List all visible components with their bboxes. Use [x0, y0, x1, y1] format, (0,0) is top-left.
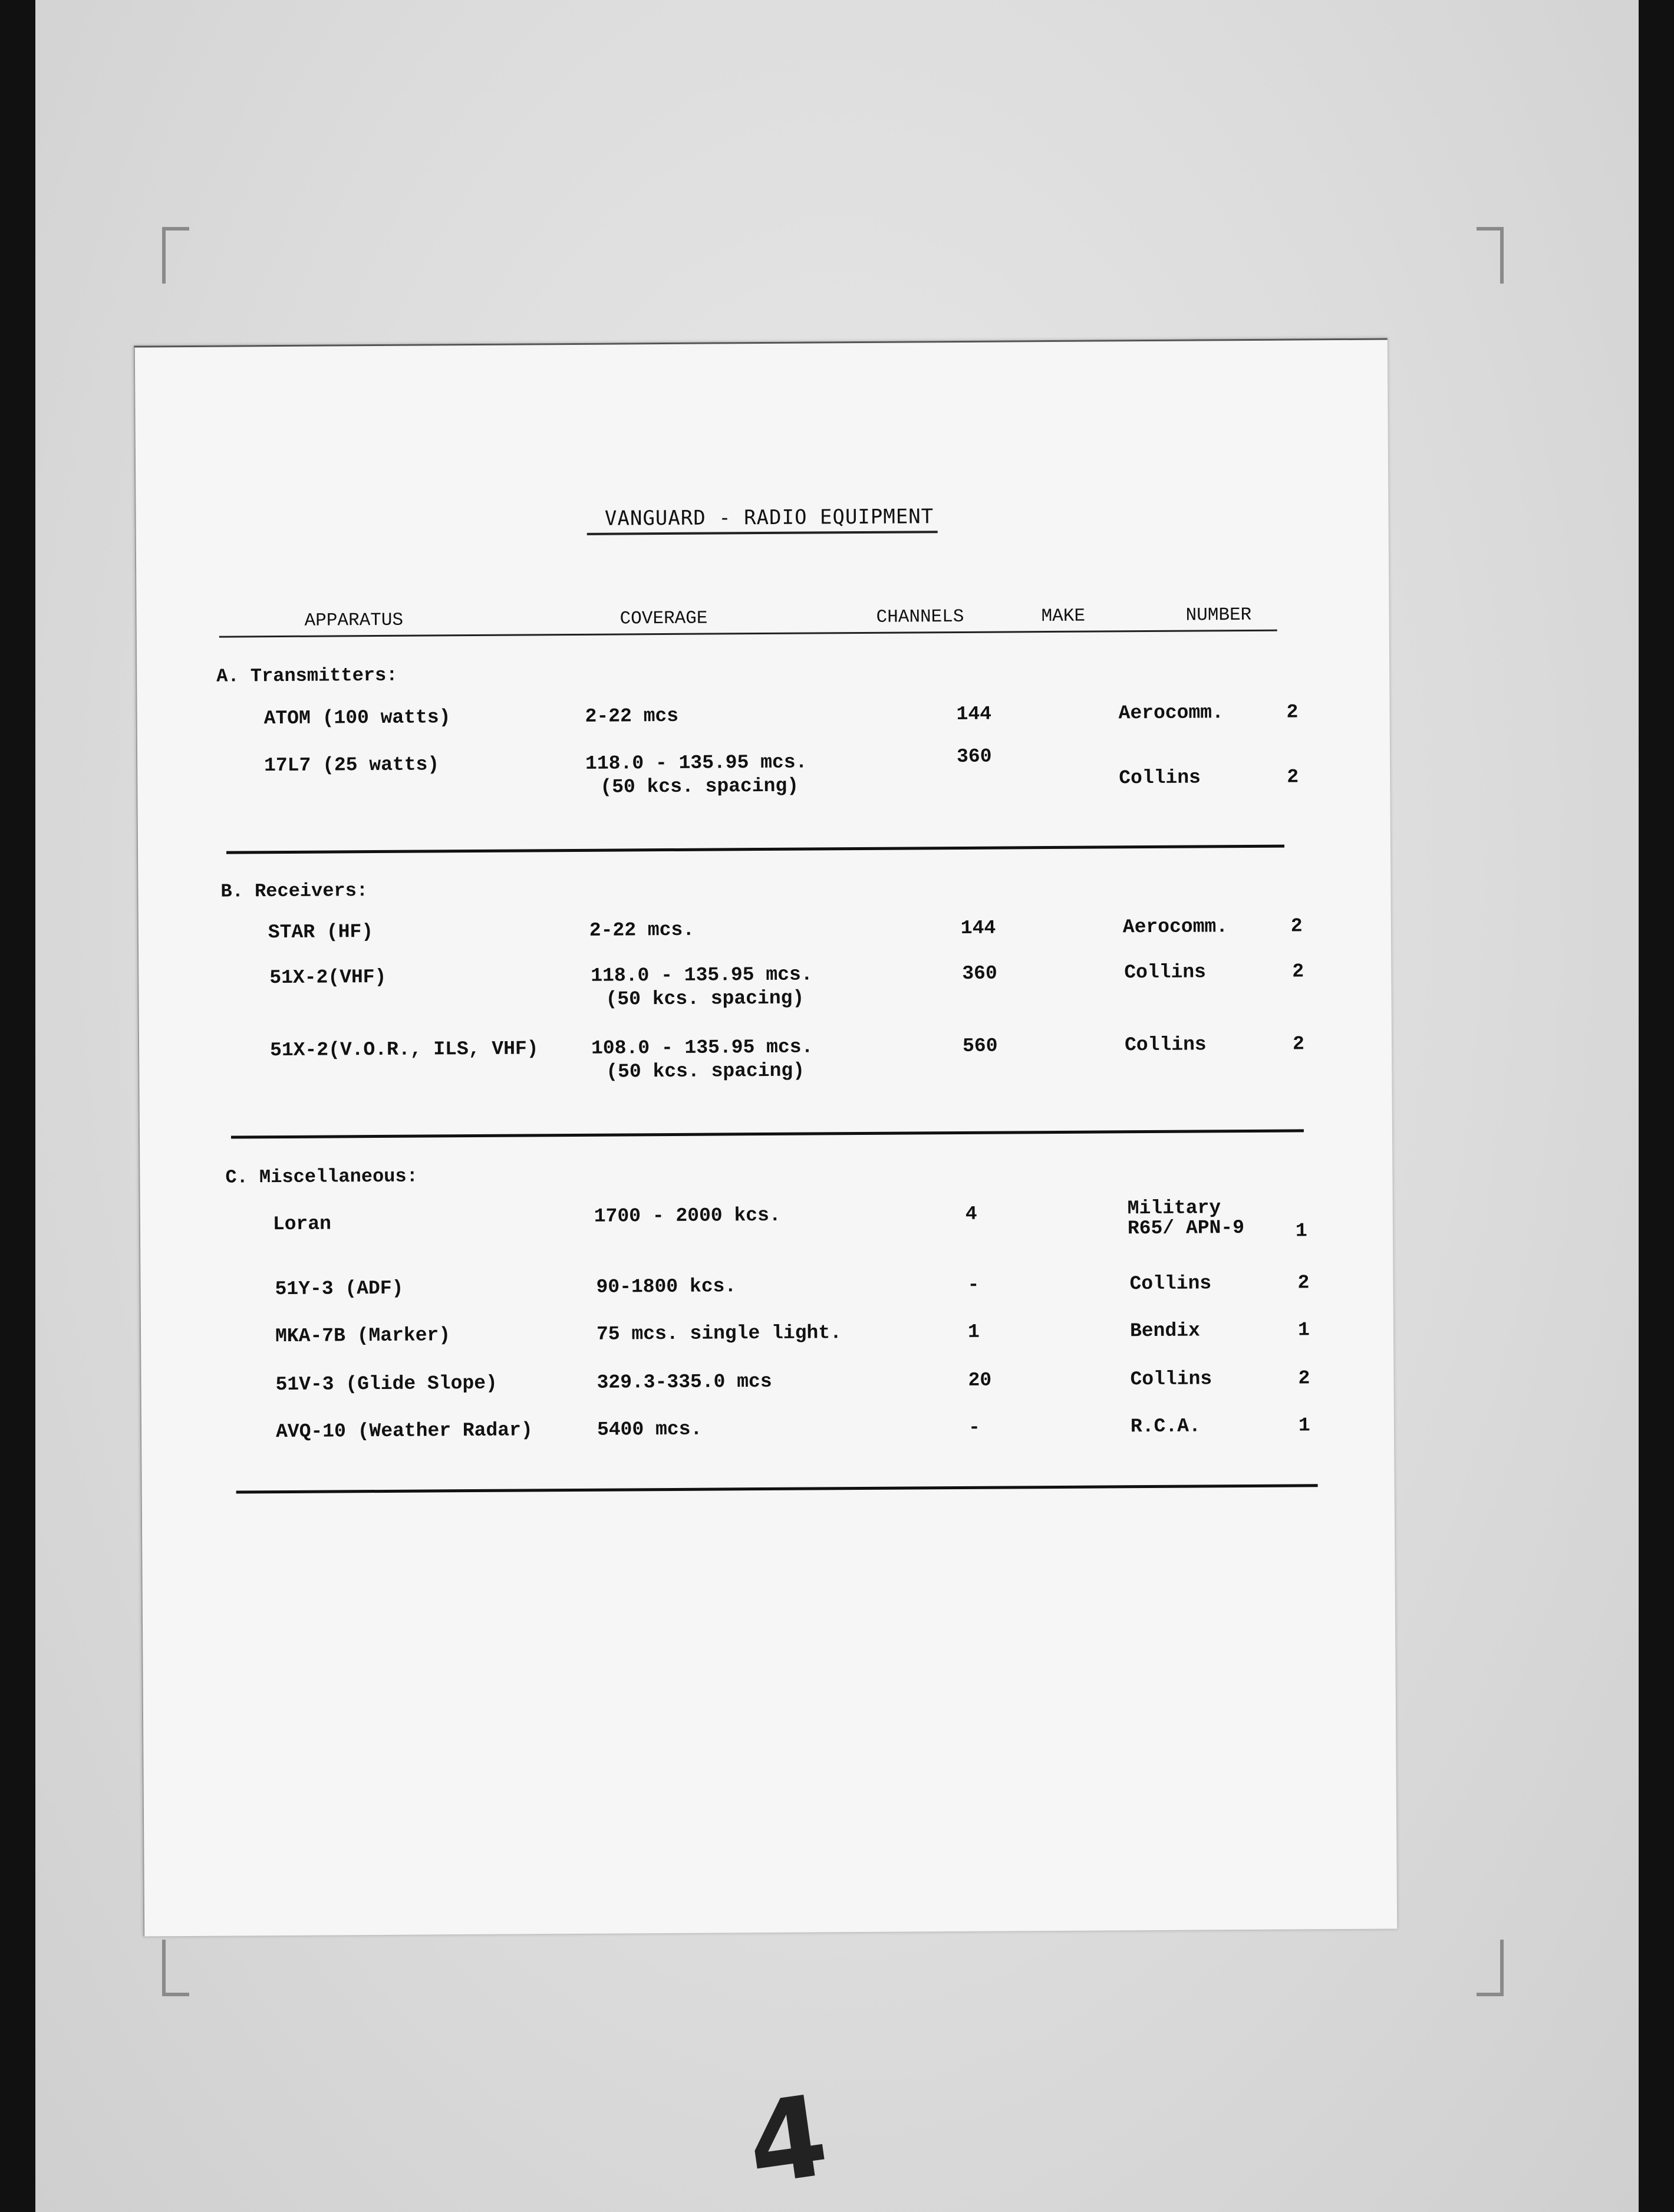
column-header-channels: CHANNELS — [876, 606, 964, 628]
column-header-coverage: COVERAGE — [619, 608, 708, 630]
coverage-cell: 118.0 - 135.95 mcs. — [591, 963, 813, 987]
channels-cell: 4 — [965, 1203, 977, 1225]
number-cell: 2 — [1286, 701, 1299, 723]
make-cell: Aerocomm. — [1118, 702, 1224, 725]
channels-cell: 20 — [968, 1369, 992, 1391]
apparatus-cell: 17L7 (25 watts) — [264, 753, 440, 777]
make-cell: Aerocomm. — [1122, 916, 1228, 939]
apparatus-cell: 51V-3 (Glide Slope) — [275, 1372, 497, 1396]
make-cell: Collins — [1119, 766, 1201, 789]
crop-mark-top-left — [162, 227, 189, 284]
coverage-cell: 1700 - 2000 kcs. — [594, 1204, 781, 1227]
section-label-receivers: B. Receivers: — [220, 880, 368, 903]
make-cell: Collins — [1130, 1368, 1212, 1391]
make-cell: Bendix — [1129, 1319, 1200, 1342]
number-cell: 2 — [1290, 915, 1303, 937]
section-label-miscellaneous: C. Miscellaneous: — [225, 1165, 418, 1189]
channels-cell: 144 — [956, 703, 992, 726]
make-cell: R.C.A. — [1130, 1415, 1201, 1438]
make-cell: Collins — [1124, 961, 1207, 984]
crop-mark-top-right — [1477, 227, 1504, 284]
apparatus-cell: Loran — [272, 1213, 332, 1236]
coverage-note-cell: (50 kcs. spacing) — [605, 987, 805, 1010]
coverage-cell: 108.0 - 135.95 mcs. — [591, 1036, 813, 1059]
channels-cell: 1 — [967, 1321, 980, 1343]
channels-cell: 560 — [962, 1035, 998, 1057]
make-detail-cell: R65/ APN-9 — [1127, 1217, 1245, 1240]
column-header-make: MAKE — [1041, 605, 1086, 627]
document-sheet — [134, 338, 1397, 1937]
coverage-note-cell: (50 kcs. spacing) — [606, 1059, 805, 1083]
section-rule-a — [226, 845, 1284, 854]
crop-mark-bottom-right — [1477, 1940, 1504, 1996]
coverage-cell: 75 mcs. single light. — [596, 1322, 842, 1345]
channels-cell: 360 — [962, 962, 997, 985]
apparatus-cell: MKA-7B (Marker) — [275, 1324, 451, 1348]
coverage-cell: 2-22 mcs. — [589, 919, 695, 942]
apparatus-cell: AVQ-10 (Weather Radar) — [275, 1419, 533, 1443]
coverage-cell: 90-1800 kcs. — [596, 1275, 737, 1298]
channels-cell: - — [968, 1416, 980, 1439]
section-rule-c — [236, 1484, 1318, 1493]
apparatus-cell: ATOM (100 watts) — [263, 706, 451, 730]
channels-cell: 360 — [956, 745, 992, 768]
coverage-cell: 329.3-335.0 mcs — [597, 1370, 772, 1394]
column-header-apparatus: APPARATUS — [304, 610, 404, 631]
channels-cell: 144 — [960, 917, 996, 939]
apparatus-cell: 51X-2(V.O.R., ILS, VHF) — [269, 1038, 539, 1062]
document-title-text: VANGUARD - RADIO EQUIPMENT — [587, 505, 938, 535]
number-cell: 2 — [1298, 1367, 1310, 1390]
number-cell: 1 — [1297, 1319, 1310, 1341]
number-cell: 2 — [1287, 766, 1299, 788]
document-title — [136, 502, 1388, 538]
section-label-transmitters: A. Transmitters: — [216, 664, 398, 687]
column-header-number: NUMBER — [1185, 604, 1252, 626]
handwritten-page-number: 4 — [740, 2070, 835, 2211]
coverage-cell: 2-22 mcs — [585, 705, 679, 728]
coverage-cell: 118.0 - 135.95 mcs. — [585, 751, 808, 775]
apparatus-cell: 51Y-3 (ADF) — [275, 1277, 404, 1301]
apparatus-cell: 51X-2(VHF) — [269, 966, 387, 989]
section-rule-b — [231, 1129, 1304, 1138]
crop-mark-bottom-left — [162, 1940, 189, 1996]
number-cell: 1 — [1298, 1414, 1310, 1437]
make-cell: Collins — [1124, 1033, 1207, 1056]
apparatus-cell: STAR (HF) — [268, 921, 374, 944]
number-cell: 2 — [1297, 1272, 1310, 1294]
coverage-cell: 5400 mcs. — [597, 1418, 703, 1441]
number-cell: 1 — [1295, 1220, 1307, 1242]
coverage-note-cell: (50 kcs. spacing) — [600, 775, 799, 798]
make-cell: Military — [1127, 1197, 1221, 1220]
number-cell: 2 — [1292, 960, 1304, 983]
channels-cell: - — [967, 1273, 980, 1296]
make-cell: Collins — [1129, 1272, 1212, 1295]
number-cell: 2 — [1292, 1033, 1304, 1055]
